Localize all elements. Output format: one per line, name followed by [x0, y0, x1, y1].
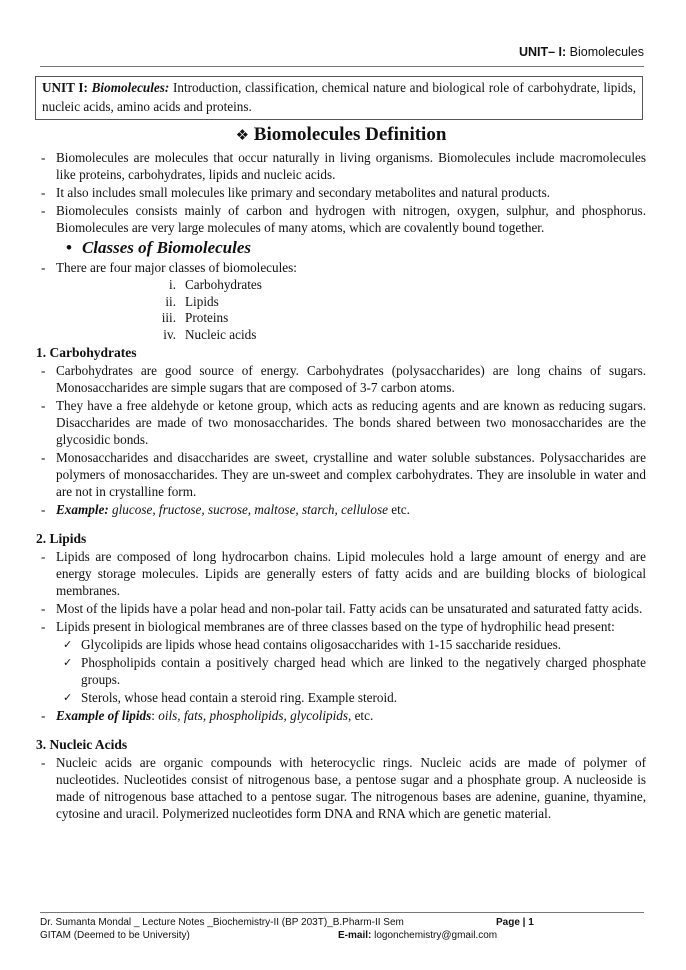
definition-point: - Biomolecules are molecules that occur naturally in living organisms. Biomolecules include macromolecules like proteins, carbohydrates, lipids and nucleic acids.: [36, 149, 646, 183]
definition-heading: [36, 124, 646, 146]
lipids-point: - Lipids are composed of long hydrocarbon chains. Lipid molecules hold a large amount of energy and are energy storage molecules. Lipids are generally esters of fatty acids and are building blocks of biological membranes.: [36, 548, 646, 599]
bullet-icon: •: [66, 238, 72, 257]
carbohydrates-point: - Monosaccharides and disaccharides are sweet, crystalline and water soluble substances. Polysaccharides are polymers of monosaccharides. They are un-sweet and complex carbohydrates. They are insoluble in water and are not in crystalline form.: [36, 449, 646, 500]
definition-point: - Biomolecules consists mainly of carbon and hydrogen with nitrogen, oxygen, sulphur, and phosphorus. Biomolecules are very large molecules of many atoms, which are covalently bound together.: [36, 202, 646, 236]
lipids-check-item: ✓ Phospholipids contain a positively charged head which are linked to the negatively charged phosphate groups.: [36, 654, 646, 688]
classes-title: Classes of Biomolecules: [81, 238, 252, 257]
classes-intro: - There are four major classes of biomolecules:: [36, 259, 646, 276]
classes-heading: [66, 237, 646, 258]
lipids-heading: 2. Lipids: [36, 531, 87, 546]
unit-topic: Biomolecules:: [91, 80, 170, 95]
header-unit-title: Biomolecules: [569, 45, 644, 59]
footer-email-block: E-mail: logonchemistry@gmail.com: [338, 930, 498, 941]
lipids-check-item: ✓ Glycolipids are lipids whose head contains oligosaccharides with 1-15 saccharide residues.: [36, 636, 646, 653]
page-header: [519, 45, 644, 59]
lipids-point: - Most of the lipids have a polar head and non-polar tail. Fatty acids can be unsaturated and saturated fatty acids.: [36, 600, 646, 617]
header-divider: [40, 66, 644, 67]
page-footer: [40, 916, 650, 942]
definition-point: - It also includes small molecules like primary and secondary metabolites and natural products.: [36, 184, 646, 201]
carbohydrates-point: - They have a free aldehyde or ketone group, which acts as reducing agents and are known as reducing sugars. Disaccharides are made of two monosaccharides. The bonds shared between two monosaccharides are the glycosidic bonds.: [36, 397, 646, 448]
footer-author-course: Dr. Sumanta Mondal _ Lecture Notes _Biochemistry-II (BP 203T)_B.Pharm-II Sem: [40, 917, 404, 928]
diamond-bullet-icon: ❖: [235, 126, 250, 144]
document-body: [36, 120, 646, 823]
carbohydrates-heading: 1. Carbohydrates: [36, 345, 137, 360]
list-item: iv. Nucleic acids: [163, 326, 257, 342]
list-item: iii. Proteins: [161, 310, 229, 325]
unit-label: UNIT I:: [42, 80, 88, 95]
list-item: ii. Lipids: [165, 293, 219, 309]
footer-divider: [40, 912, 644, 913]
definition-title: Biomolecules Definition: [253, 124, 447, 145]
lipids-check-item: ✓ Sterols, whose head contain a steroid ring. Example steroid.: [36, 689, 646, 706]
nucleic-acids-heading: 3. Nucleic Acids: [36, 737, 128, 752]
page-number: Page | 1: [496, 917, 534, 928]
nucleic-acids-point: - Nucleic acids are organic compounds with heterocyclic rings. Nucleic acids are made of polymer of nucleotides. Nucleotides consist of nitrogenous base, a pentose sugar and a phosphate group. A nucleoside is made of nitrogenous base attached to a pentose sugar. The nitrogenous bases are adenine, guanine, thyamine, cytosine and uracil. Polymerized nucleotides form DNA and RNA which are genetic material.: [36, 754, 646, 822]
classes-list: [146, 277, 646, 343]
unit-syllabus-box: [35, 76, 643, 120]
header-unit-label: UNIT– I:: [518, 45, 567, 59]
lipids-point: - Lipids present in biological membranes are of three classes based on the type of hydrophilic head present:: [36, 618, 646, 635]
lipids-example: - Example of lipids: oils, fats, phospholipids, glycolipids, etc.: [36, 707, 646, 724]
carbohydrates-point: - Carbohydrates are good source of energy. Carbohydrates (polysaccharides) are long chains of sugars. Monosaccharides are simple sugars that are composed of 3-7 carbon atoms.: [36, 362, 646, 396]
list-item: i. Carbohydrates: [169, 277, 262, 292]
carbohydrates-example: - Example: glucose, fructose, sucrose, maltose, starch, cellulose etc.: [36, 501, 646, 518]
footer-university: GITAM (Deemed to be University): [40, 930, 190, 941]
email-link[interactable]: logonchemistry@gmail.com: [371, 930, 498, 941]
unit-description: Introduction, classification, chemical nature and biological role of carbohydrate, lipids, nucleic acids, amino acids and proteins.: [42, 80, 637, 114]
